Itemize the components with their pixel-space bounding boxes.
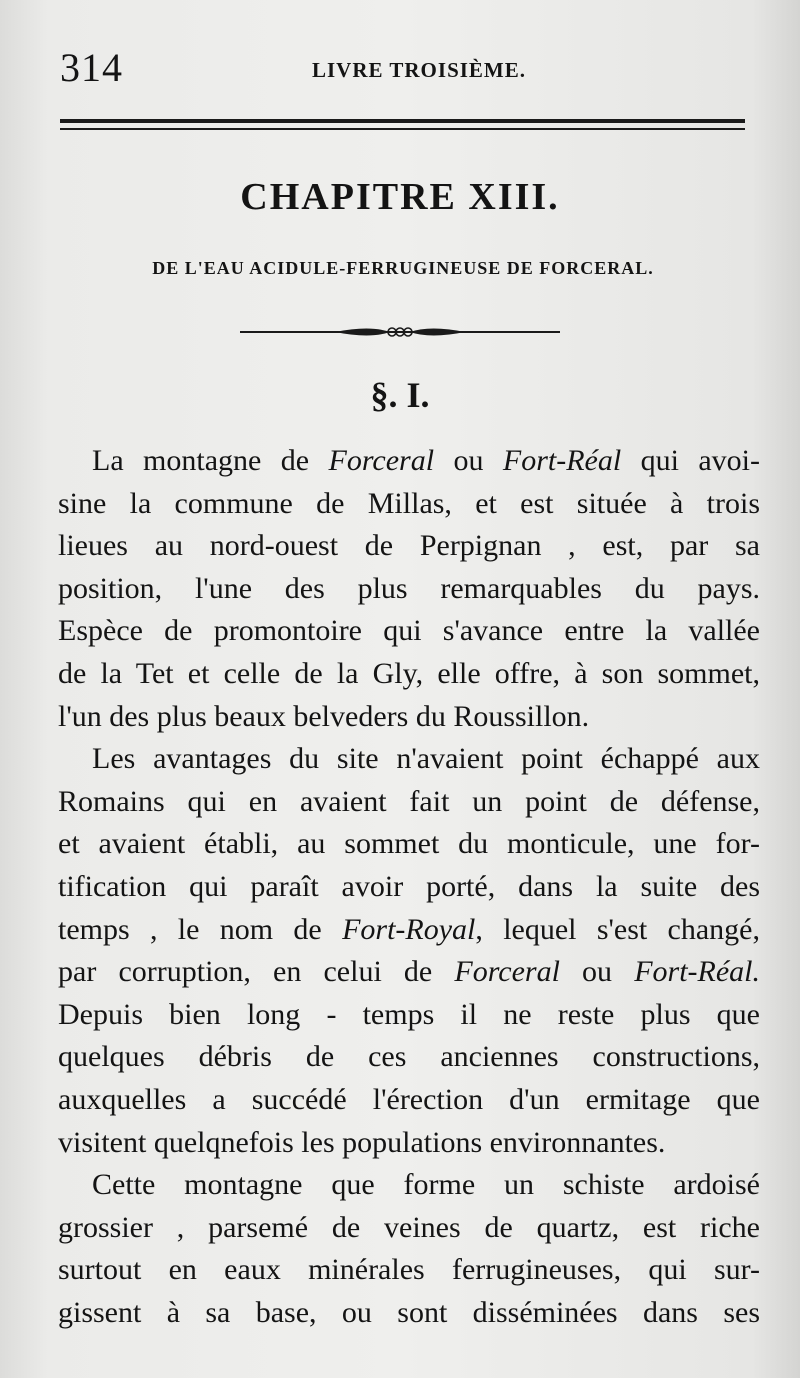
text-line bbox=[58, 1079, 760, 1122]
text-segment: temps , le nom de bbox=[58, 912, 343, 946]
text-segment: Romains qui en avaient fait un point de défense, bbox=[58, 784, 760, 818]
text-line bbox=[58, 1122, 760, 1165]
text-segment: et avaient établi, au sommet du monticule, une for- bbox=[58, 827, 760, 861]
header-rule-thick bbox=[60, 119, 745, 123]
text-line bbox=[58, 866, 760, 909]
text-line bbox=[58, 781, 760, 824]
text-line bbox=[58, 1036, 760, 1079]
text-segment: surtout en eaux minérales ferrugineuses, qui sur- bbox=[58, 1253, 760, 1287]
text-line bbox=[58, 525, 760, 568]
text-segment: lieues au nord-ouest de Perpignan , est, par sa bbox=[58, 529, 760, 563]
text-segment: auxquelles a succédé l'érection d'un ermitage que bbox=[58, 1082, 760, 1116]
italic-text: Forceral bbox=[328, 444, 435, 477]
chapter-subtitle: DE L'EAU ACIDULE-FERRUGINEUSE DE FORCERAL. bbox=[152, 258, 654, 278]
text-line bbox=[58, 823, 760, 866]
running-head: LIVRE TROISIÈME. bbox=[312, 58, 527, 82]
chapter-title: CHAPITRE XIII. bbox=[240, 176, 560, 218]
page-number: 314 bbox=[60, 45, 123, 90]
text-line bbox=[58, 1292, 760, 1335]
text-line bbox=[58, 1207, 760, 1250]
text-line bbox=[58, 483, 760, 526]
text-segment: qui avoi- bbox=[621, 444, 761, 477]
italic-text: Fort-Royal bbox=[342, 912, 476, 946]
italic-text: Fort-Réal. bbox=[634, 955, 761, 989]
section-mark: §. I. bbox=[370, 375, 430, 415]
text-segment: par corruption, en celui de bbox=[58, 955, 455, 989]
text-line bbox=[58, 653, 760, 696]
text-line bbox=[58, 951, 760, 994]
text-line bbox=[58, 738, 760, 781]
text-segment: de la Tet et celle de la Gly, elle offre, à son sommet, bbox=[58, 656, 760, 690]
text-line bbox=[58, 568, 760, 611]
text-segment: Espèce de promontoire qui s'avance entre la vallée bbox=[58, 614, 760, 648]
page-header bbox=[60, 44, 750, 94]
text-line bbox=[58, 1249, 760, 1292]
text-line bbox=[58, 909, 760, 952]
text-segment: La montagne de bbox=[92, 444, 329, 477]
text-segment: sine la commune de Millas, et est située à trois bbox=[58, 486, 760, 520]
text-segment: visitent quelqnefois les populations environnantes. bbox=[58, 1125, 666, 1159]
text-line bbox=[58, 696, 760, 739]
text-segment: position, l'une des plus remarquables du pays. bbox=[58, 571, 760, 605]
header-rule-thin bbox=[60, 128, 745, 130]
text-segment: gissent à sa base, ou sont disséminées dans ses bbox=[58, 1295, 760, 1329]
italic-text: Fort-Réal bbox=[502, 444, 622, 477]
text-segment: Depuis bien long - temps il ne reste plus que bbox=[58, 997, 760, 1031]
text-segment: tification qui paraît avoir porté, dans la suite des bbox=[58, 869, 760, 903]
text-segment: Les avantages du site n'avaient point échappé aux bbox=[92, 742, 760, 776]
text-segment: quelques débris de ces anciennes constructions, bbox=[58, 1040, 760, 1074]
text-line bbox=[58, 440, 760, 483]
ornament-divider bbox=[240, 322, 560, 342]
text-segment: Cette montagne que forme un schiste ardoisé bbox=[92, 1168, 760, 1202]
text-line bbox=[58, 610, 760, 653]
text-segment: ou bbox=[434, 444, 503, 477]
text-line bbox=[58, 994, 760, 1037]
italic-text: Forceral bbox=[454, 955, 560, 989]
body-text bbox=[58, 440, 760, 1334]
text-segment: l'un des plus beaux belveders du Roussillon. bbox=[58, 699, 590, 733]
text-segment: , lequel s'est changé, bbox=[475, 912, 760, 946]
text-segment: ou bbox=[559, 955, 635, 989]
text-line bbox=[58, 1164, 760, 1207]
text-segment: grossier , parsemé de veines de quartz, est riche bbox=[58, 1210, 760, 1244]
